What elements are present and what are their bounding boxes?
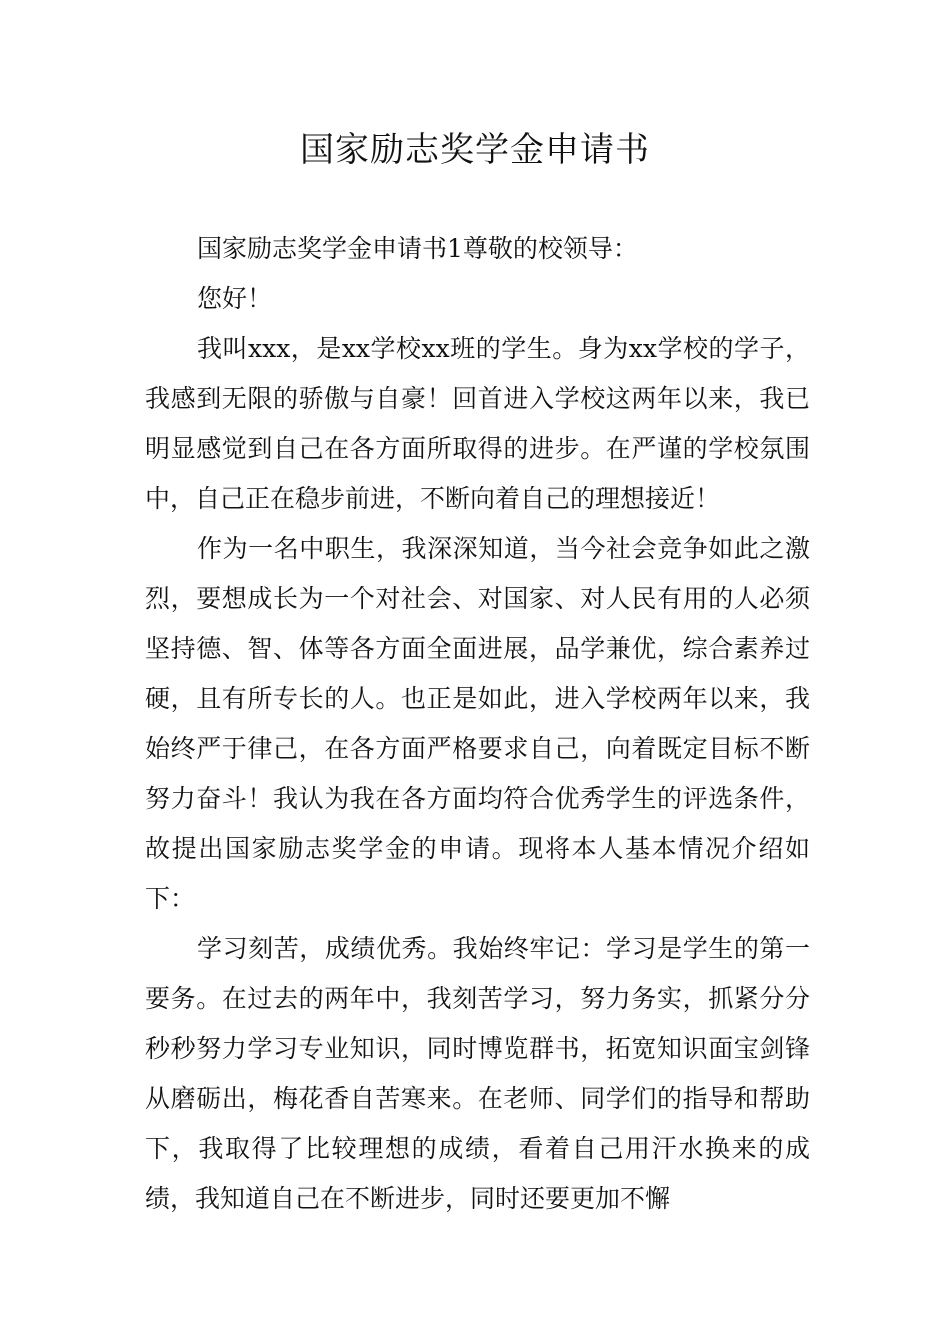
paragraph-study: 学习刻苦，成绩优秀。我始终牢记：学习是学生的第一要务。在过去的两年中，我刻苦学习，努力务实，抓紧分分秒秒努力学习专业知识，同时博览群书，拓宽知识面宝剑锋从磨砺出，梅花香自苦寒来。在老师、同学们的指导和帮助下，我取得了比较理想的成绩，看着自己用汗水换来的成绩，我知道自己在不断进步，同时还要更加不懈 (145, 934, 810, 1213)
document-body (145, 224, 810, 1224)
paragraph-reason: 作为一名中职生，我深深知道，当今社会竞争如此之激烈，要想成长为一个对社会、对国家、对人民有用的人必须坚持德、智、体等各方面全面进展，品学兼优，综合素养过硬，且有所专长的人。也正是如此，进入学校两年以来，我始终严于律己，在各方面严格要求自己，向着既定目标不断努力奋斗！我认为我在各方面均符合优秀学生的评选条件，故提出国家励志奖学金的申请。现将本人基本情况介绍如下： (145, 534, 810, 913)
paragraph-introduction: 我叫xxx，是xx学校xx班的学生。身为xx学校的学子，我感到无限的骄傲与自豪！回首进入学校这两年以来，我已明显感觉到自己在各方面所取得的进步。在严谨的学校氛围中，自己正在稳步前进，不断向着自己的理想接近！ (145, 334, 810, 513)
paragraph-greeting: 您好！ (197, 284, 273, 313)
document-title: 国家励志奖学金申请书 (300, 130, 650, 170)
paragraph-salutation: 国家励志奖学金申请书1尊敬的校领导： (197, 234, 638, 263)
